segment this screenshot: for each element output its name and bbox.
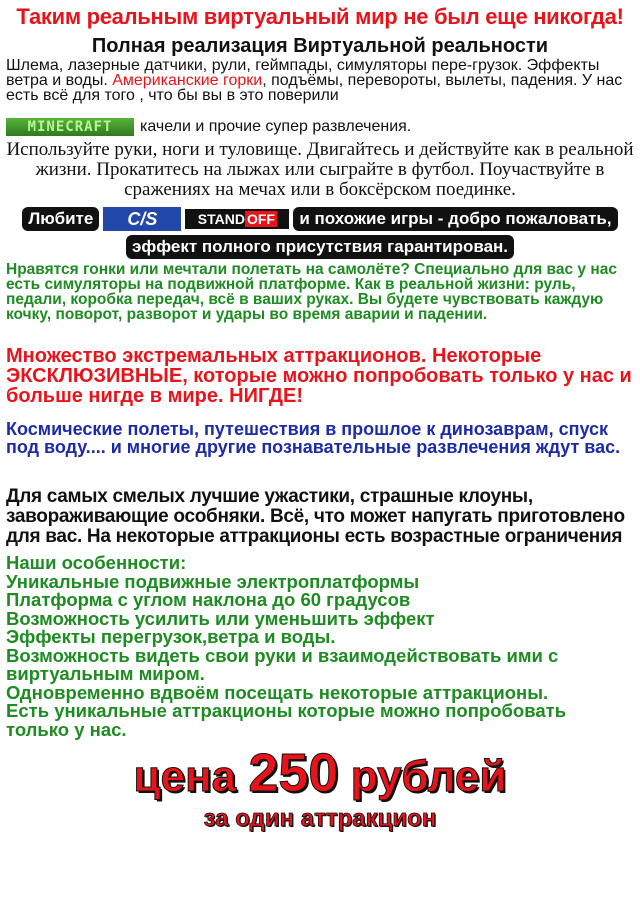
standoff-logo-b: OFF bbox=[246, 211, 275, 227]
feature-item: Возможность усилить или уменьшить эффект bbox=[6, 607, 435, 629]
space-paragraph: Космические полеты, путешествия в прошлое к динозаврам, спуск под воду.... и многие другие познавательные развлечения ждут вас. bbox=[6, 419, 621, 457]
intro-part-2: , подъёмы, перевороты, вылеты, падения. У нас есть всё для того , что бы вы в это поверили bbox=[6, 72, 623, 104]
minecraft-logo: MINECRAFT bbox=[6, 118, 134, 136]
games-banner-row-1 bbox=[6, 205, 634, 233]
features-heading: Наши особенности: bbox=[6, 552, 187, 573]
games-banner-row-2 bbox=[6, 235, 634, 259]
price-currency: рублей bbox=[350, 752, 507, 801]
price-main bbox=[6, 743, 634, 803]
games-banner-tail: и похожие игры - добро пожаловать, bbox=[293, 207, 617, 231]
main-title: Таким реальным виртуальный мир не был еще никогда! bbox=[16, 4, 624, 29]
horror-paragraph: Для самых смелых лучшие ужастики, страшные клоуны, завораживающие особняки. Всё, что может напугать приготовлено для вас. На некоторые аттракционы есть возрастные ограничения bbox=[6, 486, 625, 547]
feature-item: Эффекты перегрузок,ветра и воды. bbox=[6, 626, 336, 647]
feature-item: Возможность видеть свои руки и взаимодействовать ими с виртуальным миром. bbox=[6, 644, 559, 684]
racing-paragraph: Нравятся гонки или мечтали полетать на самолёте? Специально для вас у нас есть симуляторы на подвижной платформе. Как в реальной жизни: руль, педали, коробка передач, всё в ваших руках. Вы будете чувствовать каждую кочку, поворот, разворот и удары во время аварии и падении. bbox=[6, 261, 617, 323]
intro-highlight: Американские горки bbox=[112, 72, 263, 89]
minecraft-line-text: качели и прочие супер развлечения. bbox=[140, 118, 412, 135]
counter-strike-logo: C/S bbox=[103, 207, 181, 231]
games-banner-lead: Любите bbox=[22, 207, 99, 231]
price-amount: 250 bbox=[248, 743, 339, 803]
games-banner bbox=[6, 205, 634, 259]
activity-paragraph: Используйте руки, ноги и туловище. Двигайтесь и действуйте как в реальной жизни. Прокатитесь на лыжах или сыграйте в футбол. Поучаствуйте в сражениях на мечах или в боксёрском поединке. bbox=[6, 139, 634, 200]
price-word: цена bbox=[133, 752, 237, 801]
extreme-paragraph: Множество экстремальных аттракционов. Некоторые ЭКСКЛЮЗИВНЫЕ, которые можно попробовать только у нас и больше нигде в мире. НИГДЕ! bbox=[6, 345, 632, 407]
features-list bbox=[6, 554, 634, 739]
standoff-logo bbox=[185, 209, 289, 229]
intro-part-1: Шлема, лазерные датчики, рули, геймпады, симуляторы пере-грузок. Эффекты ветра и воды. bbox=[6, 57, 600, 89]
feature-item: Уникальные подвижные электроплатформы bbox=[6, 570, 420, 592]
feature-item: Есть уникальные аттракционы которые можно попробовать только у нас. bbox=[6, 700, 567, 740]
games-banner-line-2: эффект полного присутствия гарантирован. bbox=[126, 235, 514, 259]
price-per: за один аттракцион bbox=[203, 805, 437, 832]
minecraft-line bbox=[6, 116, 634, 138]
standoff-logo-a: STAND bbox=[197, 211, 245, 227]
price-block bbox=[6, 743, 634, 834]
feature-item: Платформа с углом наклона до 60 градусов bbox=[6, 589, 411, 610]
feature-item: Одновременно вдвоём посещать некоторые аттракционы. bbox=[6, 681, 549, 703]
subtitle: Полная реализация Виртуальной реальности bbox=[91, 35, 549, 57]
intro-paragraph bbox=[6, 58, 634, 103]
